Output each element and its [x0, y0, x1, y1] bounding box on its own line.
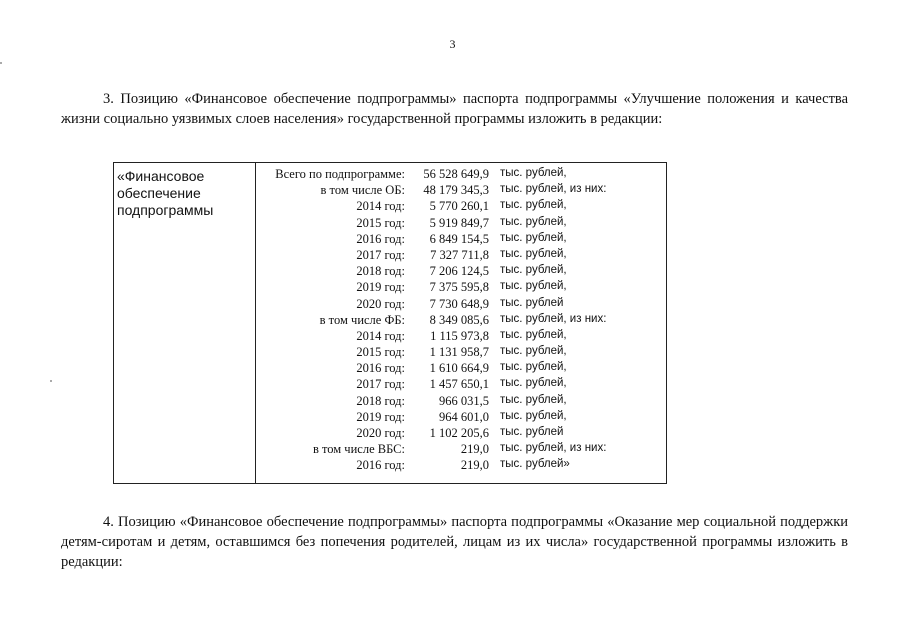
row-unit: тыс. рублей,	[500, 199, 567, 212]
row-amount: 48 179 345,3	[423, 183, 489, 198]
financing-table	[113, 162, 667, 484]
row-label: 2016 год:	[356, 458, 405, 473]
row-amount: 56 528 649,9	[423, 167, 489, 181]
table-row	[256, 264, 666, 280]
row-unit: тыс. рублей,	[500, 361, 567, 374]
table-row	[256, 394, 666, 410]
table-row	[256, 216, 666, 232]
row-amount: 1 610 664,9	[429, 361, 489, 376]
row-unit: тыс. рублей,	[500, 215, 567, 228]
row-amount: 5 770 260,1	[429, 199, 489, 214]
row-unit: тыс. рублей,	[500, 247, 567, 260]
table-rows	[256, 167, 666, 475]
paragraph-4: 4. Позицию «Финансовое обеспечение подпрограммы» паспорта подпрограммы «Оказание мер социальной поддержки детям-сиротам и детям, оставшимся без попечения родителей, лицам из их числа» государственной программы изложить в редакции:	[61, 514, 848, 570]
row-unit: тыс. рублей, из них:	[500, 183, 607, 196]
row-label: 2015 год:	[356, 345, 405, 360]
row-label: 2016 год:	[356, 231, 405, 246]
table-row	[256, 426, 666, 442]
row-amount: 219,0	[460, 442, 489, 457]
row-label: 2017 год:	[356, 377, 405, 392]
row-amount: 5 919 849,7	[429, 215, 489, 230]
row-amount: 7 730 648,9	[429, 296, 489, 311]
table-row	[256, 361, 666, 377]
row-unit: тыс. рублей, из них:	[500, 312, 607, 325]
table-row	[256, 329, 666, 345]
paragraph-3: 3. Позицию «Финансовое обеспечение подпрограммы» паспорта подпрограммы «Улучшение положения и качества жизни социально уязвимых слоев населения» государственной программы изложить в редакции:	[61, 91, 848, 127]
row-amount: 1 457 650,1	[429, 377, 489, 392]
table-row	[256, 280, 666, 296]
row-unit: тыс. рублей,	[500, 231, 567, 244]
row-label: 2018 год:	[356, 264, 405, 279]
row-amount: 6 849 154,5	[429, 231, 489, 246]
row-amount: 966 031,5	[439, 393, 489, 408]
table-row	[256, 232, 666, 248]
row-unit: тыс. рублей,	[500, 393, 567, 406]
scan-speck	[0, 62, 2, 64]
row-label: 2014 год:	[356, 199, 405, 214]
row-amount: 7 206 124,5	[429, 264, 489, 279]
scan-speck	[50, 380, 52, 382]
row-amount: 1 102 205,6	[429, 426, 489, 440]
row-label: 2014 год:	[356, 328, 405, 343]
row-label: 2020 год:	[356, 426, 405, 440]
table-row	[256, 167, 666, 183]
row-amount: 1 115 973,8	[430, 328, 489, 343]
row-label: 2015 год:	[356, 215, 405, 230]
row-amount: 7 327 711,8	[430, 247, 489, 262]
row-unit: тыс. рублей»	[500, 458, 570, 471]
row-unit: тыс. рублей,	[500, 377, 567, 390]
table-row	[256, 199, 666, 215]
row-unit: тыс. рублей,	[500, 409, 567, 422]
row-label: в том числе ВБС:	[312, 442, 405, 457]
row-unit: тыс. рублей	[500, 426, 564, 438]
row-label: 2016 год:	[356, 361, 405, 376]
table-row	[256, 410, 666, 426]
table-label: «Финансовое обеспечение подпрограммы	[117, 168, 214, 218]
row-label: 2019 год:	[356, 409, 405, 424]
row-label: в том числе ОБ:	[320, 183, 405, 198]
table-row	[256, 313, 666, 329]
table-row	[256, 297, 666, 313]
row-unit: тыс. рублей,	[500, 328, 567, 341]
table-row	[256, 345, 666, 361]
row-unit: тыс. рублей,	[500, 167, 567, 179]
row-label: Всего по подпрограмме:	[275, 167, 405, 181]
row-label: в том числе ФБ:	[319, 312, 405, 327]
row-label: 2020 год:	[356, 296, 405, 311]
row-amount: 219,0	[460, 458, 489, 473]
row-unit: тыс. рублей, из них:	[500, 442, 607, 455]
row-amount: 964 601,0	[439, 409, 489, 424]
row-amount: 7 375 595,8	[429, 280, 489, 295]
table-row	[256, 377, 666, 393]
row-unit: тыс. рублей,	[500, 264, 567, 277]
table-row	[256, 248, 666, 264]
row-unit: тыс. рублей,	[500, 345, 567, 358]
table-row	[256, 183, 666, 199]
table-row	[256, 458, 666, 474]
row-unit: тыс. рублей,	[500, 280, 567, 293]
table-row	[256, 442, 666, 458]
row-label: 2017 год:	[356, 247, 405, 262]
page-number: 3	[449, 37, 456, 51]
row-amount: 8 349 085,6	[429, 312, 489, 327]
row-label: 2019 год:	[356, 280, 405, 295]
row-amount: 1 131 958,7	[429, 345, 489, 360]
row-unit: тыс. рублей	[500, 296, 564, 309]
row-label: 2018 год:	[356, 393, 405, 408]
